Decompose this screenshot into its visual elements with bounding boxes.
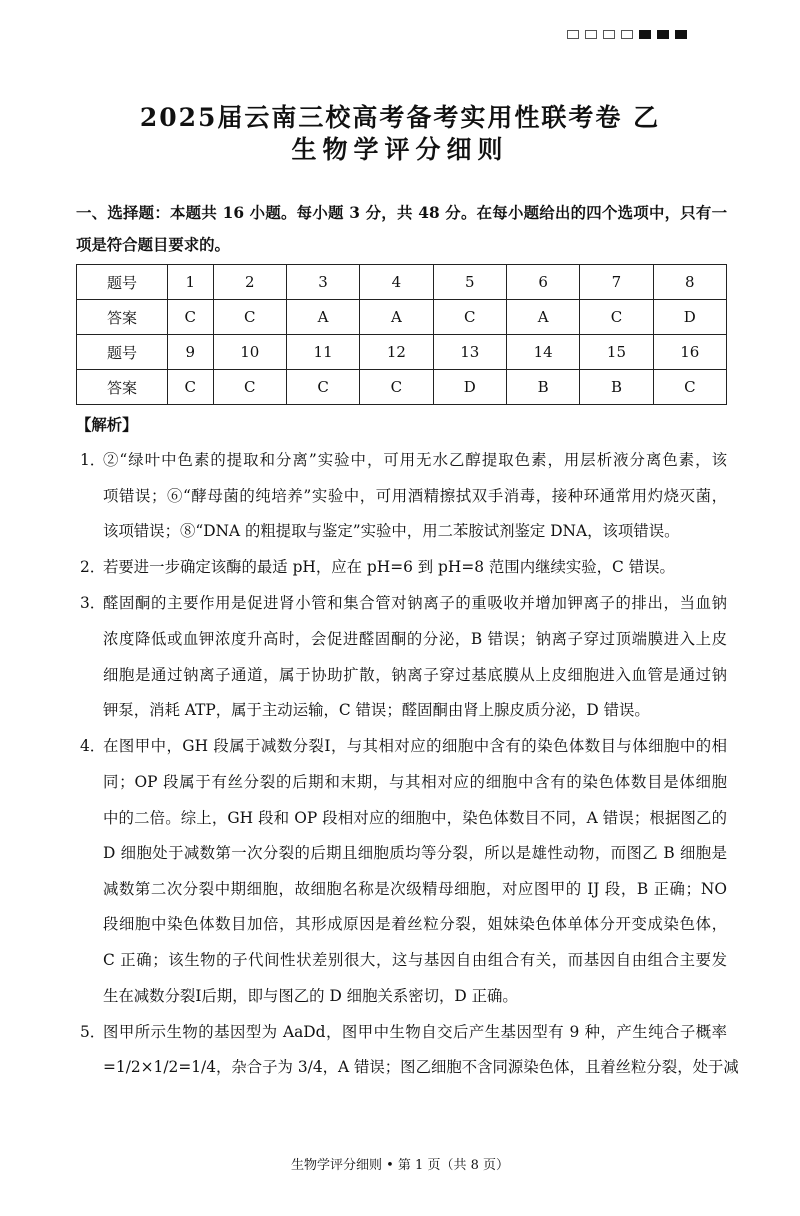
table-cell: C: [433, 300, 506, 335]
analysis-line: 钾泵，消耗 ATP，属于主动运输，C 错误；醛固酮由肾上腺皮质分泌，D 错误。: [103, 701, 650, 720]
table-cell: 9: [168, 335, 214, 370]
table-cell: 13: [433, 335, 506, 370]
table-cell: 10: [213, 335, 286, 370]
table-cell: 5: [433, 265, 506, 300]
row-header-cell: 题号: [77, 265, 168, 300]
table-cell: 14: [506, 335, 579, 370]
table-cell: A: [286, 300, 359, 335]
item-number: 5．: [80, 1022, 106, 1041]
table-cell: 7: [580, 265, 653, 300]
table-cell: 6: [506, 265, 579, 300]
table-cell: C: [653, 370, 726, 405]
marker-empty: [585, 30, 597, 39]
row-header-cell: 答案: [77, 370, 168, 405]
marker-empty: [621, 30, 633, 39]
answer-table: [76, 264, 727, 405]
table-cell: C: [580, 300, 653, 335]
analysis-line: =1/2×1/2=1/4，杂合子为 3/4，A 错误；图乙细胞不含同源染色体，且着丝粒分裂，处于减: [103, 1058, 739, 1077]
section-heading-cont: 项是符合题目要求的。: [76, 236, 230, 254]
table-cell: D: [653, 300, 726, 335]
table-cell: 12: [360, 335, 433, 370]
table-cell: 2: [213, 265, 286, 300]
marker-filled: [675, 30, 687, 39]
row-header-cell: 答案: [77, 300, 168, 335]
analysis-line: C 正确；该生物的子代间性状差别很大，这与基因自由组合有关，而基因自由组合主要发: [103, 950, 727, 969]
table-cell: C: [213, 300, 286, 335]
page-marker-squares: [567, 30, 687, 39]
marker-filled: [657, 30, 669, 39]
table-cell: C: [213, 370, 286, 405]
analysis-line: 段细胞中染色体数目加倍，其形成原因是着丝粒分裂，姐妹染色体单体分开变成染色体，: [103, 915, 727, 934]
table-cell: C: [168, 300, 214, 335]
analysis-line: 项错误；⑥“酵母菌的纯培养”实验中，可用酒精擦拭双手消毒，接种环通常用灼烧灭菌，: [103, 486, 727, 505]
table-cell: 1: [168, 265, 214, 300]
analysis-line: 若要进一步确定该酶的最适 pH，应在 pH=6 到 pH=8 范围内继续实验，C 错误。: [103, 558, 675, 577]
analysis-line: 减数第二次分裂中期细胞，故细胞名称是次级精母细胞，对应图甲的 IJ 段，B 正确；NO: [103, 879, 727, 898]
document-title: 2025届云南三校高考备考实用性联考卷 乙: [139, 103, 661, 132]
table-cell: 16: [653, 335, 726, 370]
table-cell: 3: [286, 265, 359, 300]
table-cell: C: [168, 370, 214, 405]
analysis-line: 浓度降低或血钾浓度升高时，会促进醛固酮的分泌，B 错误；钠离子穿过顶端膜进入上皮: [103, 630, 727, 648]
analysis-line: 同；OP 段属于有丝分裂的后期和末期，与其相对应的细胞中含有的染色体数目是体细胞: [103, 772, 727, 791]
table-cell: A: [506, 300, 579, 335]
item-number: 2．: [80, 558, 106, 577]
item-number: 4．: [80, 737, 106, 756]
table-cell: C: [286, 370, 359, 405]
marker-empty: [603, 30, 615, 39]
table-row: [77, 265, 727, 300]
item-number: 3．: [80, 594, 106, 613]
table-row: [77, 300, 727, 335]
table-cell: 15: [580, 335, 653, 370]
table-cell: B: [506, 370, 579, 405]
analysis-heading: 【解析】: [76, 416, 138, 434]
analysis-line: 图甲所示生物的基因型为 AaDd，图甲中生物自交后产生基因型有 9 种，产生纯合子概率: [103, 1022, 727, 1041]
table-cell: C: [360, 370, 433, 405]
row-header-cell: 题号: [77, 335, 168, 370]
analysis-line: 醛固酮的主要作用是促进肾小管和集合管对钠离子的重吸收并增加钾离子的排出，当血钠: [103, 594, 727, 613]
analysis-line: D 细胞处于减数第一次分裂的后期且细胞质均等分裂，所以是雄性动物，而图乙 B 细胞是: [103, 844, 727, 863]
item-number: 1．: [80, 451, 106, 469]
table-row: [77, 335, 727, 370]
marker-empty: [567, 30, 579, 39]
table-cell: B: [580, 370, 653, 405]
table-row: [77, 370, 727, 405]
section-heading: 一、选择题：本题共 16 小题。每小题 3 分，共 48 分。在每小题给出的四个选项中，只有一: [76, 204, 727, 222]
table-cell: D: [433, 370, 506, 405]
analysis-line: 在图甲中，GH 段属于减数分裂I，与其相对应的细胞中含有的染色体数目与体细胞中的相: [103, 737, 727, 756]
table-cell: A: [360, 300, 433, 335]
table-cell: 11: [286, 335, 359, 370]
analysis-line: 细胞是通过钠离子通道，属于协助扩散，钠离子穿过基底膜从上皮细胞进入血管是通过钠: [103, 665, 727, 684]
analysis-line: 生在减数分裂I后期，即与图乙的 D 细胞关系密切，D 正确。: [103, 986, 518, 1005]
analysis-line: ②“绿叶中色素的提取和分离”实验中，可用无水乙醇提取色素，用层析液分离色素，该: [103, 451, 727, 469]
marker-filled: [639, 30, 651, 39]
page-footer: 生物学评分细则 • 第 1 页（共 8 页）: [290, 1158, 509, 1173]
table-cell: 8: [653, 265, 726, 300]
table-cell: 4: [360, 265, 433, 300]
document-subtitle: 生物学评分细则: [291, 135, 509, 164]
analysis-line: 中的二倍。综上，GH 段和 OP 段相对应的细胞中，染色体数目不同，A 错误；根据图乙的: [103, 808, 727, 827]
analysis-line: 该项错误；⑧“DNA 的粗提取与鉴定”实验中，用二苯胺试剂鉴定 DNA，该项错误。: [103, 522, 680, 541]
